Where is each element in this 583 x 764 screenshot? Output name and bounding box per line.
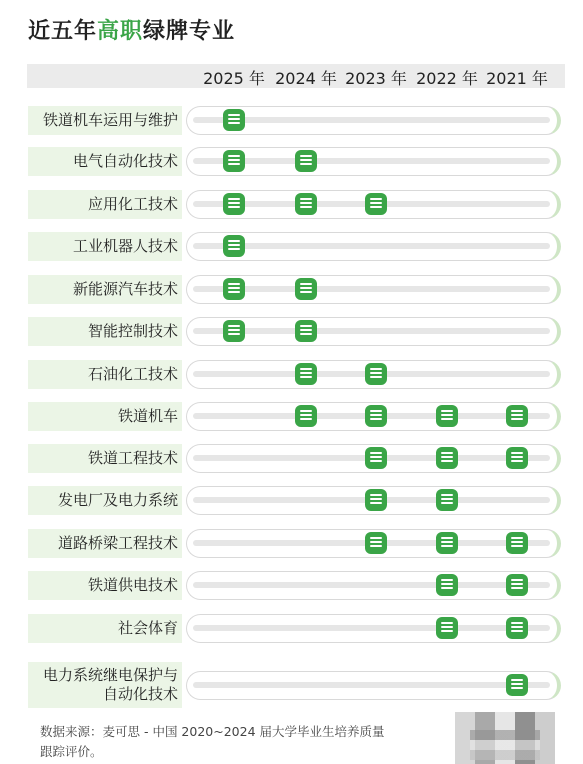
green-list-badge-icon	[295, 363, 317, 385]
title-prefix: 近五年	[28, 19, 98, 44]
badge-line	[228, 325, 240, 327]
row-label-line: 石油化工技术	[87, 364, 178, 383]
badge-line	[441, 587, 453, 589]
badge-line	[441, 579, 453, 581]
badge-line	[511, 541, 523, 543]
badge-line	[300, 372, 312, 374]
badge-line	[441, 541, 453, 543]
badge-line	[228, 155, 240, 157]
green-list-badge-icon	[223, 150, 245, 172]
green-list-badge-icon	[436, 532, 458, 554]
green-list-badge-icon	[506, 405, 528, 427]
badge-line	[511, 622, 523, 624]
badge-line	[370, 198, 382, 200]
row-label	[28, 152, 178, 171]
badge-line	[370, 537, 382, 539]
badge-line	[370, 368, 382, 370]
badge-line	[511, 583, 523, 585]
badge-line	[300, 287, 312, 289]
badge-line	[511, 579, 523, 581]
badge-line	[441, 622, 453, 624]
green-list-badge-icon	[223, 235, 245, 257]
green-list-badge-icon	[223, 278, 245, 300]
badge-line	[511, 587, 523, 589]
green-list-badge-icon	[436, 405, 458, 427]
row-label	[28, 111, 178, 130]
badge-line	[228, 291, 240, 293]
badge-line	[228, 287, 240, 289]
row-label	[28, 449, 178, 468]
badge-line	[300, 329, 312, 331]
badge-line	[370, 410, 382, 412]
badge-line	[511, 537, 523, 539]
row-label	[28, 491, 178, 510]
row-track	[193, 286, 550, 292]
page-title	[28, 14, 235, 45]
row-track	[193, 328, 550, 334]
badge-line	[370, 414, 382, 416]
badge-line	[441, 494, 453, 496]
year-label: 2023 年	[345, 69, 407, 88]
row-label	[28, 619, 178, 638]
row-track	[193, 117, 550, 123]
year-label: 2025 年	[203, 69, 265, 88]
row-label-line: 道路桥梁工程技术	[57, 533, 178, 552]
badge-line	[300, 414, 312, 416]
badge-line	[228, 206, 240, 208]
badge-line	[300, 368, 312, 370]
row-label-line: 电力系统继电保护与	[42, 666, 178, 684]
green-list-badge-icon	[223, 193, 245, 215]
badge-line	[441, 545, 453, 547]
badge-line	[370, 376, 382, 378]
badge-line	[300, 163, 312, 165]
green-list-badge-icon	[506, 617, 528, 639]
row-label-line: 自动化技术	[102, 685, 178, 703]
badge-line	[228, 240, 240, 242]
badge-line	[511, 460, 523, 462]
green-list-badge-icon	[295, 320, 317, 342]
green-list-badge-icon	[436, 447, 458, 469]
badge-line	[441, 418, 453, 420]
badge-line	[441, 410, 453, 412]
badge-line	[370, 418, 382, 420]
badge-line	[370, 456, 382, 458]
green-list-badge-icon	[506, 447, 528, 469]
source-line-2: 跟踪评价。	[40, 744, 103, 759]
row-track	[193, 243, 550, 249]
badge-line	[370, 545, 382, 547]
badge-line	[511, 630, 523, 632]
badge-line	[370, 502, 382, 504]
source-line-1: 数据来源：麦可思 - 中国 2020~2024 届大学毕业生培养质量	[40, 724, 385, 739]
badge-line	[228, 283, 240, 285]
badge-line	[511, 418, 523, 420]
row-label	[28, 365, 178, 384]
green-list-badge-icon	[506, 574, 528, 596]
badge-line	[228, 329, 240, 331]
green-list-badge-icon	[365, 489, 387, 511]
green-list-badge-icon	[365, 532, 387, 554]
row-label-line: 工业机器人技术	[72, 236, 178, 255]
row-label	[28, 666, 178, 704]
row-track	[193, 158, 550, 164]
badge-line	[441, 456, 453, 458]
row-label-line: 新能源汽车技术	[72, 279, 178, 298]
badge-line	[300, 206, 312, 208]
badge-line	[441, 414, 453, 416]
green-list-badge-icon	[436, 617, 458, 639]
badge-line	[300, 333, 312, 335]
green-list-badge-icon	[365, 193, 387, 215]
badge-line	[441, 583, 453, 585]
badge-line	[370, 460, 382, 462]
row-label	[28, 322, 178, 341]
badge-line	[441, 537, 453, 539]
badge-line	[228, 114, 240, 116]
year-label: 2021 年	[486, 69, 548, 88]
row-label-line: 电气自动化技术	[72, 151, 178, 170]
qr-code-overlay	[470, 730, 540, 760]
badge-line	[511, 545, 523, 547]
badge-line	[228, 198, 240, 200]
row-label	[28, 237, 178, 256]
badge-line	[300, 325, 312, 327]
badge-line	[370, 498, 382, 500]
row-label-line: 发电厂及电力系统	[57, 490, 178, 509]
badge-line	[441, 498, 453, 500]
badge-line	[511, 687, 523, 689]
green-list-badge-icon	[295, 405, 317, 427]
badge-line	[370, 206, 382, 208]
green-list-badge-icon	[295, 150, 317, 172]
badge-line	[228, 248, 240, 250]
badge-line	[300, 291, 312, 293]
row-label-line: 铁道供电技术	[87, 575, 178, 594]
row-label-line: 智能控制技术	[87, 321, 178, 340]
badge-line	[300, 283, 312, 285]
row-label	[28, 195, 178, 214]
green-list-badge-icon	[295, 193, 317, 215]
badge-line	[511, 679, 523, 681]
green-list-badge-icon	[436, 489, 458, 511]
row-label-line: 应用化工技术	[87, 194, 178, 213]
badge-line	[300, 410, 312, 412]
green-list-badge-icon	[223, 320, 245, 342]
badge-line	[511, 414, 523, 416]
badge-line	[300, 376, 312, 378]
badge-line	[300, 418, 312, 420]
badge-line	[370, 541, 382, 543]
badge-line	[511, 626, 523, 628]
row-label	[28, 534, 178, 553]
badge-line	[228, 202, 240, 204]
green-list-badge-icon	[506, 674, 528, 696]
title-highlight: 高职	[97, 19, 144, 44]
badge-line	[441, 460, 453, 462]
badge-line	[228, 244, 240, 246]
row-label-line: 铁道机车运用与维护	[42, 110, 178, 129]
badge-line	[441, 626, 453, 628]
badge-line	[300, 198, 312, 200]
green-list-badge-icon	[365, 363, 387, 385]
green-list-badge-icon	[223, 109, 245, 131]
badge-line	[228, 163, 240, 165]
badge-line	[228, 118, 240, 120]
badge-line	[441, 630, 453, 632]
badge-line	[511, 410, 523, 412]
source-note	[40, 722, 420, 762]
badge-line	[441, 502, 453, 504]
row-track	[193, 582, 550, 588]
badge-line	[300, 202, 312, 204]
row-label-line: 社会体育	[117, 618, 178, 637]
badge-line	[441, 452, 453, 454]
row-label	[28, 576, 178, 595]
green-list-badge-icon	[295, 278, 317, 300]
badge-line	[300, 159, 312, 161]
badge-line	[370, 202, 382, 204]
row-label	[28, 280, 178, 299]
row-track	[193, 682, 550, 688]
row-label-line: 铁道工程技术	[87, 448, 178, 467]
green-list-badge-icon	[506, 532, 528, 554]
badge-line	[511, 456, 523, 458]
row-label	[28, 407, 178, 426]
year-label: 2022 年	[416, 69, 478, 88]
row-track	[193, 625, 550, 631]
badge-line	[511, 452, 523, 454]
badge-line	[370, 452, 382, 454]
row-label-line: 铁道机车	[117, 406, 178, 425]
green-list-badge-icon	[365, 447, 387, 469]
badge-line	[370, 372, 382, 374]
year-label: 2024 年	[275, 69, 337, 88]
badge-line	[228, 333, 240, 335]
green-list-badge-icon	[365, 405, 387, 427]
badge-line	[300, 155, 312, 157]
badge-line	[370, 494, 382, 496]
green-list-badge-icon	[436, 574, 458, 596]
badge-line	[228, 122, 240, 124]
title-suffix: 绿牌专业	[143, 19, 236, 44]
badge-line	[228, 159, 240, 161]
badge-line	[511, 683, 523, 685]
